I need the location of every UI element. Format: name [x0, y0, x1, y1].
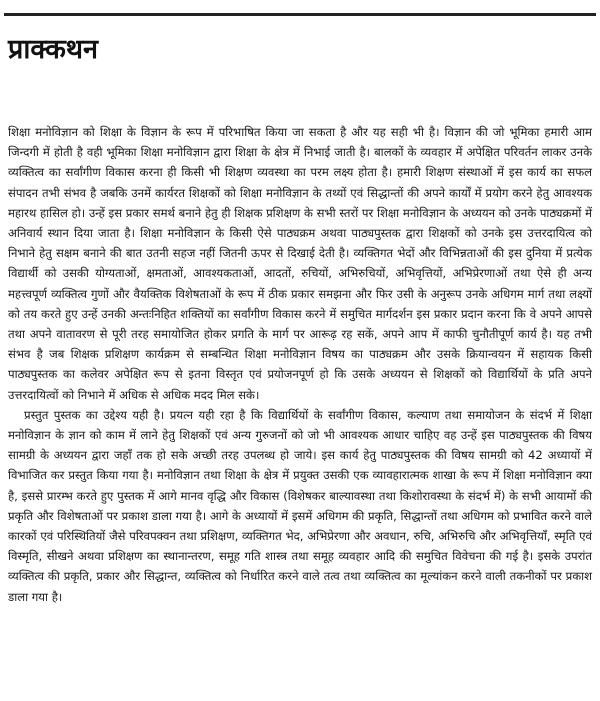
paragraph-2: प्रस्तुत पुस्तक का उद्देश्य यही है। प्रयत्न यही रहा है कि विद्यार्थियों के सर्वांगीण विकास, कल्याण तथा समायोजन के संदर्भ में शिक्षा मनोविज्ञान के ज्ञान को काम में लाने हेतु शिक्षकों एवं अन्य गुरुजनों को जो भी आवश्यक आधार चाहिए वह उन्हें इस पाठ्यपुस्तक की विषय सामग्री के अध्ययन द्वारा जहाँ तक हो सके अच्छी तरह उपलब्ध हो जाये। इस कार्य हेतु पाठ्यपुस्तक की विषय सामग्री को 42 अध्यायों में विभाजित कर प्रस्तुत किया गया है। मनोविज्ञान तथा शिक्षा के क्षेत्र में प्रयुक्त उसकी एक व्यावहारात्मक शाखा के रूप में शिक्षा मनोविज्ञान क्या है, इससे प्रारम्भ करते हुए पुस्तक में आगे मानव वृद्धि और विकास (विशेषकर बाल्यावस्था तथा किशोरावस्था के संदर्भ में) के सभी आयामों की प्रकृति और विशेषताओं पर प्रकाश डाला गया है। आगे के अध्यायों में इसमें अधिगम की प्रकृति, सिद्धान्तों तथा अधिगम को प्रभावित करने वाले कारकों एवं परिस्थितियों जैसे परिवपक्वन तथा प्रशिक्षण, व्यक्तिगत भेद, अभिप्रेरणा और अवधान, रुचि, अभिरुचि और अभिवृत्तियाँ, स्मृति एवं विस्मृति, सीखने अथवा प्रशिक्षण का स्थानान्तरण, समूह गति शास्त्र तथा समूह व्यवहार आदि की समुचित विवेचना की गई है। इसके उपरांत व्यक्तित्व की प्रकृति, प्रकार और सिद्धान्त, व्यक्तित्व को निर्धारित करने वाले तत्व तथा व्यक्तित्व का मूल्यांकन करने वाली तकनीकों पर प्रकाश डाला गया है। — [8, 407, 592, 604]
body-text — [8, 122, 592, 607]
paragraph-1: शिक्षा मनोविज्ञान को शिक्षा के विज्ञान के रूप में परिभाषित किया जा सकता है और यह सही भी है। विज्ञान की जो भूमिका हमारी आम जिन्दगी में होती है वही भूमिका शिक्षा मनोविज्ञान द्वारा शिक्षा के क्षेत्र में निभाई जाती है। बालकों के व्यवहार में अपेक्षित परिवर्तन लाकर उनके व्यक्तित्व का सर्वांगीण विकास करना ही किसी भी शिक्षण व्यवस्था का परम लक्ष्य होता है। हमारी शिक्षण संस्थाओं में इस कार्य का सफल संपादन तभी संभव है जबकि उनमें कार्यरत शिक्षकों को शिक्षा मनोविज्ञान के तथ्यों एवं सिद्धान्तों की अपने कार्यों में प्रयोग करने हेतु आवश्यक महारथ हासिल हो। उन्हें इस प्रकार समर्थ बनाने हेतु ही शिक्षक प्रशिक्षण के सभी स्तरों पर शिक्षा मनोविज्ञान के अध्ययन को उनके पाठ्यक्रमों में अनिवार्य स्थान दिया जाता है। शिक्षा मनोविज्ञान के किसी ऐसे पाठ्यक्रम अथवा पाठ्यपुस्तक द्वारा शिक्षकों को उनके इस उत्तरदायित्व को निभाने हेतु सक्षम बनाने की बात उतनी सहज नहीं जितनी ऊपर से दिखाई देती है। व्यक्तिगत भेदों और विभिन्नताओं की इस दुनिया में प्रत्येक विद्यार्थी को उसकी योग्यताओं, क्षमताओं, आवश्यकताओं, आदतों, रुचियों, अभिरुचियों, अभिवृत्तियों, अभिप्रेरणाओं तथा ऐसे ही अन्य महत्त्वपूर्ण व्यक्तित्व गुणों और वैयक्तिक विशेषताओं के रूप में ठीक प्रकार समझना और फिर उसी के अनुरूप उनके अधिगम मार्ग तथा लक्ष्यों को तय करते हुए उन्हें उनकी अन्तःनिहित शक्तियों का सर्वांगीण विकास करने में समुचित मार्गदर्शन इस प्रकार प्रदान करना कि वे अपने आपसे तथा अपने वातावरण से पूरी तरह समायोजित होकर प्रगति के मार्ग पर आरूढ़ रह सकें, अपने आप में काफी चुनौतीपूर्ण कार्य है। यह तभी संभव है जब शिक्षक प्रशिक्षण कार्यक्रम से सम्बन्धित शिक्षा मनोविज्ञान विषय का पाठ्यक्रम और उसके क्रियान्वयन में सहायक किसी पाठ्यपुस्तक का कलेवर अपेक्षित रूप से इतना विस्तृत एवं प्रयोजनपूर्ण हो कि उसके अध्ययन से शिक्षकों को विद्यार्थियों के प्रति अपने उत्तरदायित्वों को निभाने में अधिक से अधिक मदद मिल सके। — [8, 125, 592, 402]
header-rule — [4, 13, 596, 16]
page-title: प्राक्कथन — [8, 34, 99, 65]
